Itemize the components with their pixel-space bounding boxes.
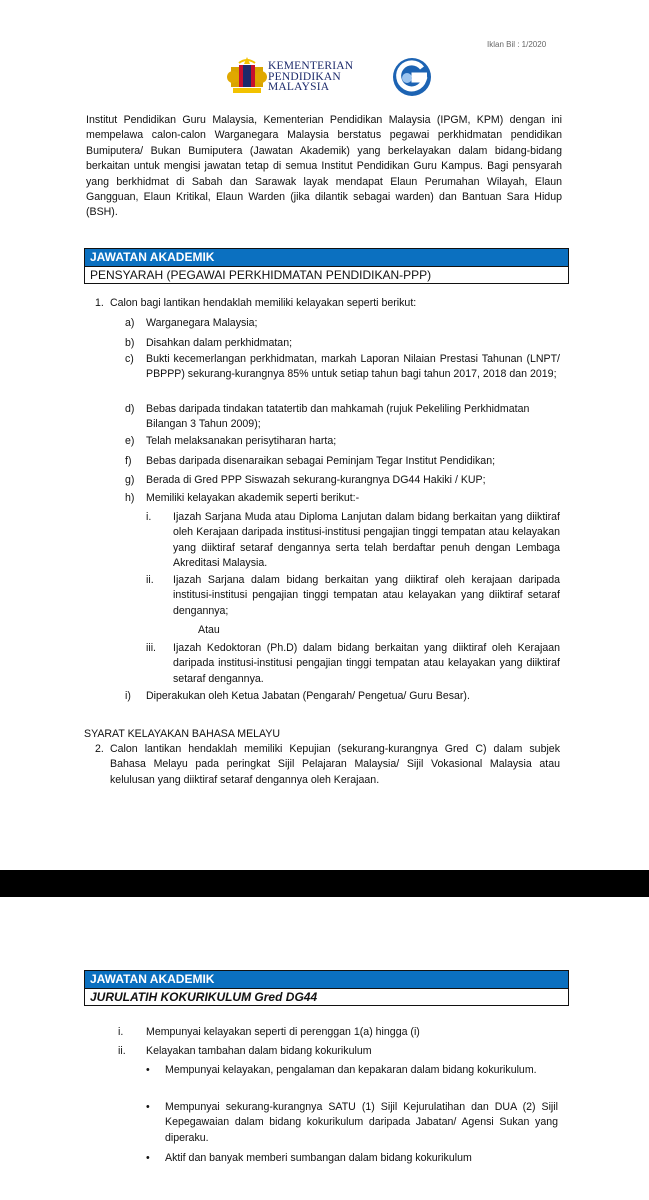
language-heading: SYARAT KELAYAKAN BAHASA MELAYU	[84, 728, 281, 740]
criteria-label: d)	[125, 403, 135, 415]
academic-label: i.	[146, 511, 152, 523]
document-page-2	[0, 897, 649, 1200]
item-text: Kelayakan tambahan dalam bidang kokurikulum	[146, 1045, 372, 1057]
item-text: Mempunyai kelayakan seperti di perenggan 1(a) hingga (i)	[146, 1026, 420, 1038]
bullet-text: Mempunyai sekurang-kurangnya SATU (1) Sijil Kejurulatihan dan DUA (2) Sijil Kepegawaian dalam bidang kokurikulum daripada Jabatan/ Agensi Sukan yang diperaku.	[165, 1101, 558, 1144]
ministry-crest-logo	[225, 55, 269, 99]
bullet-icon: •	[146, 1064, 150, 1076]
criteria-text: Bukti kecemerlangan perkhidmatan, markah Laporan Nilaian Prestasi Tahunan (LNPT/ PBPPP) sekurang-kurangnya 85% untuk setiap tahun bagi tahun 2017, 2018 dan 2019;	[146, 353, 560, 381]
ministry-name	[268, 61, 353, 93]
section-header-box	[84, 248, 569, 284]
item-number: 2.	[95, 743, 104, 755]
section-subheading: PENSYARAH (PEGAWAI PERKHIDMATAN PENDIDIKAN-PPP)	[85, 266, 568, 283]
item-number: 1.	[95, 297, 104, 309]
ministry-line-3: MALAYSIA	[268, 81, 330, 93]
item-label: i.	[118, 1026, 124, 1038]
or-separator: Atau	[198, 624, 220, 636]
criteria-text: Disahkan dalam perkhidmatan;	[146, 337, 293, 349]
criteria-label: e)	[125, 435, 135, 447]
section-heading: JAWATAN AKADEMIK	[85, 249, 568, 266]
academic-text: Ijazah Sarjana Muda atau Diploma Lanjutan dalam bidang berkaitan yang diiktiraf oleh Kerajaan daripada institusi-institusi pengajian tinggi tempatan atau kelayakan yang diiktiraf setaraf dengannya serta telah berdaftar penuh dengan Lembaga Akreditasi Malaysia.	[173, 511, 560, 570]
criteria-label: b)	[125, 337, 135, 349]
ministry-line-2: PENDIDIKAN	[268, 70, 341, 83]
criteria-text: Telah melaksanakan perisytiharan harta;	[146, 435, 337, 447]
criteria-label: g)	[125, 474, 135, 486]
criteria-text: Bebas daripada tindakan tatatertib dan mahkamah (rujuk Pekeliling Perkhidmatan Bilangan 3 Tahun 2009);	[146, 403, 530, 431]
criteria-label: h)	[125, 492, 135, 504]
bullet-text: Aktif dan banyak memberi sumbangan dalam bidang kokurikulum	[165, 1152, 472, 1164]
item-text: Calon bagi lantikan hendaklah memiliki kelayakan seperti berikut:	[110, 297, 417, 309]
bullet-text: Mempunyai kelayakan, pengalaman dan kepakaran dalam bidang kokurikulum.	[165, 1064, 537, 1076]
academic-label: iii.	[146, 642, 157, 654]
academic-text: Ijazah Kedoktoran (Ph.D) dalam bidang berkaitan yang diiktiraf oleh Kerajaan daripada institusi-institusi pengajian tinggi tempatan atau kelayakan yang diiktiraf setaraf dengannya.	[173, 642, 560, 685]
bullet-icon: •	[146, 1152, 150, 1164]
criteria-label: f)	[125, 455, 132, 467]
ipg-logo	[391, 56, 433, 98]
item-text: Calon lantikan hendaklah memiliki Kepujian (sekurang-kurangnya Gred C) dalam subjek Bahasa Melayu pada peringkat Sijil Pelajaran Malaysia/ Sijil Vokasional Malaysia atau kelulusan yang diiktiraf setaraf dengannya oleh Kerajaan.	[110, 743, 560, 786]
section-subheading: JURULATIH KOKURIKULUM Gred DG44	[85, 988, 568, 1005]
section-heading: JAWATAN AKADEMIK	[85, 971, 568, 988]
section-header-box	[84, 970, 569, 1006]
criteria-text: Warganegara Malaysia;	[146, 317, 258, 329]
criteria-text: Diperakukan oleh Ketua Jabatan (Pengarah/ Pengetua/ Guru Besar).	[146, 690, 470, 702]
criteria-text: Berada di Gred PPP Siswazah sekurang-kurangnya DG44 Hakiki / KUP;	[146, 474, 486, 486]
criteria-label: i)	[125, 690, 131, 702]
bullet-icon: •	[146, 1101, 150, 1113]
intro-paragraph: Institut Pendidikan Guru Malaysia, Kementerian Pendidikan Malaysia (IPGM, KPM) dengan ini mempelawa calon-calon Warganegara Malaysia berstatus pegawai perkhidmatan pendidikan Bumiputera/ Bukan Bumiputera (Jawatan Akademik) yang berkelayakan dalam bidang-bidang berkaitan untuk mengisi jawatan tetap di semua Institut Pendidikan Guru Kampus. Bagi pensyarah yang berkhidmat di Sabah dan Sarawak layak mendapat Elaun Perumahan Wilayah, Elaun Gangguan, Elaun Kritikal, Elaun Warden (jika dilantik sebagai warden) dan Bantuan Sara Hidup (BSH).	[86, 114, 562, 219]
academic-label: ii.	[146, 574, 154, 586]
academic-text: Ijazah Sarjana dalam bidang berkaitan yang diiktiraf oleh kerajaan daripada institusi-institusi pengajian tinggi tempatan atau kelayakan yang diiktiraf setaraf dengannya;	[173, 574, 560, 617]
item-label: ii.	[118, 1045, 126, 1057]
ministry-line-1: KEMENTERIAN	[268, 60, 354, 72]
criteria-text: Bebas daripada disenaraikan sebagai Peminjam Tegar Institut Pendidikan;	[146, 455, 496, 467]
criteria-text: Memiliki kelayakan akademik seperti berikut:-	[146, 492, 360, 504]
advert-number: Iklan Bil : 1/2020	[487, 40, 547, 49]
criteria-label: a)	[125, 317, 135, 329]
criteria-label: c)	[125, 353, 134, 365]
